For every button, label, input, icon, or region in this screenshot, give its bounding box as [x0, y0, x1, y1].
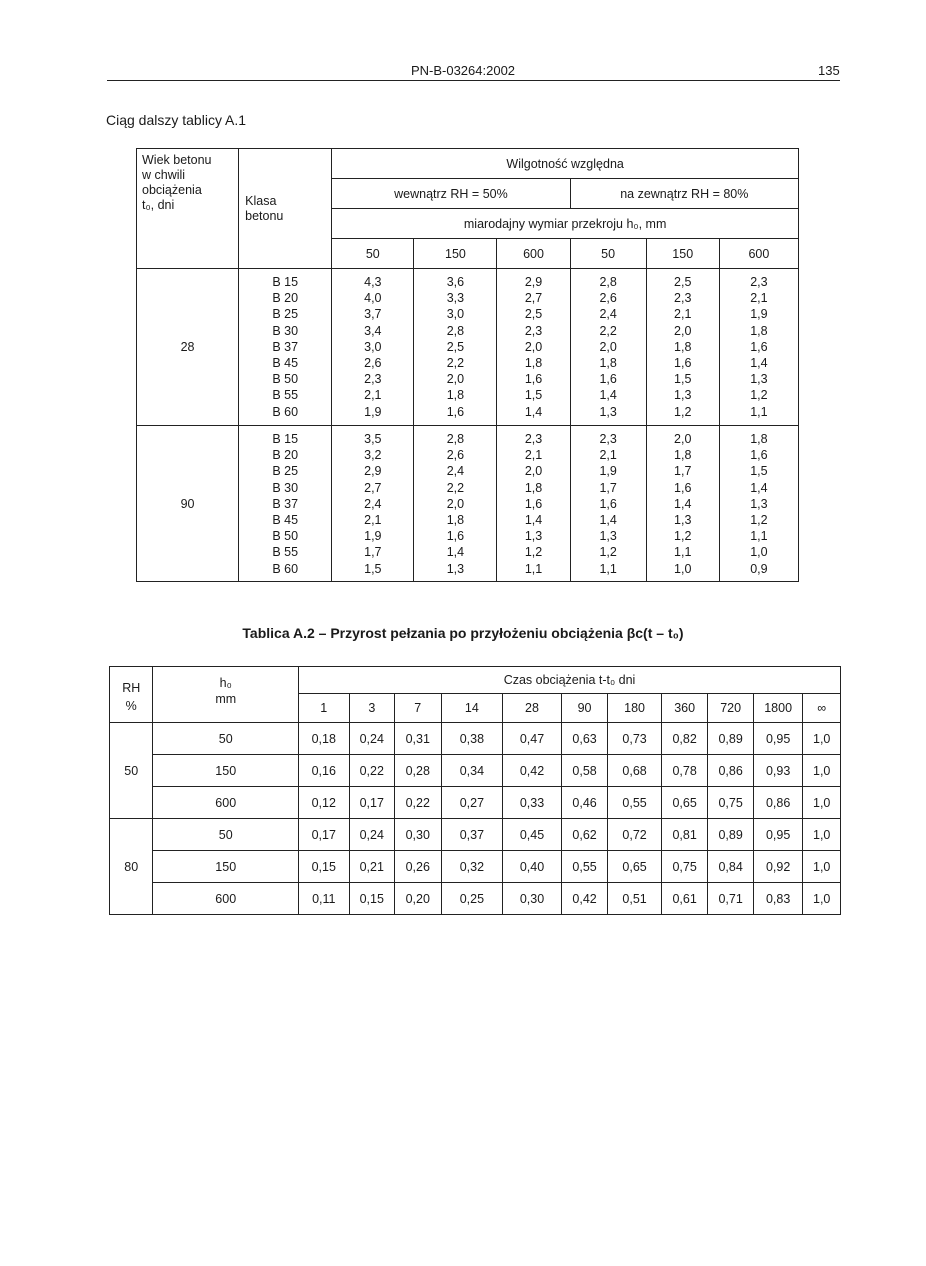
value-column [719, 426, 798, 582]
list-item: B 37 [272, 339, 299, 354]
creep-value: 0,78 [661, 755, 708, 787]
creep-value: 0,16 [299, 755, 350, 787]
age-header-line: w chwili [142, 168, 186, 182]
creep-value: 0,24 [349, 819, 394, 851]
creep-value: 0,37 [441, 819, 503, 851]
list-item: 2,3 [599, 432, 617, 446]
list-item: 2,1 [599, 448, 617, 463]
dimension-header: miarodajny wymiar przekroju h₀, mm [332, 209, 799, 239]
list-item: 1,9 [364, 529, 382, 544]
list-item: 3,5 [364, 432, 382, 446]
list-item: 2,4 [364, 496, 382, 511]
creep-value: 0,27 [441, 787, 503, 819]
table-row [110, 883, 841, 915]
list-item: 2,9 [364, 464, 382, 479]
list-item: 1,2 [599, 545, 617, 560]
creep-value: 0,47 [503, 723, 562, 755]
table-row [137, 426, 799, 582]
list-item: 2,2 [446, 356, 465, 371]
list-item: 1,7 [364, 545, 382, 560]
list-item: 2,6 [446, 448, 465, 463]
class-list [239, 426, 332, 582]
list-item: 1,7 [599, 480, 617, 495]
age-header-line: Wiek betonu [142, 153, 212, 167]
list-item: 2,5 [446, 339, 465, 354]
list-item: 1,6 [599, 372, 617, 387]
list-item: B 50 [272, 529, 299, 544]
creep-value: 0,55 [608, 787, 662, 819]
dimension-value: 150 [646, 239, 719, 269]
list-item: 2,1 [750, 291, 768, 306]
creep-value: 0,75 [708, 787, 753, 819]
creep-value: 0,51 [608, 883, 662, 915]
list-item: B 37 [272, 496, 299, 511]
list-item: 1,1 [599, 561, 617, 576]
time-value: 1800 [753, 694, 803, 723]
list-item: 2,8 [446, 323, 465, 338]
class-header-line: betonu [245, 208, 284, 223]
list-item: 1,7 [674, 464, 692, 479]
age-value: 28 [137, 269, 239, 426]
table-row [110, 787, 841, 819]
h0-value: 600 [153, 787, 299, 819]
creep-value: 1,0 [803, 723, 841, 755]
creep-value: 0,34 [441, 755, 503, 787]
list-item: 2,3 [364, 372, 382, 387]
creep-value: 0,63 [561, 723, 608, 755]
list-item: 3,2 [364, 448, 382, 463]
list-item: 1,1 [750, 529, 768, 544]
list-item: 2,3 [524, 323, 543, 338]
list-item: 1,1 [750, 404, 768, 419]
list-item: 4,0 [364, 291, 382, 306]
creep-value: 0,11 [299, 883, 350, 915]
age-value: 90 [137, 426, 239, 582]
list-item: 3,0 [364, 339, 382, 354]
creep-value: 0,22 [395, 787, 442, 819]
list-item: 2,0 [674, 323, 692, 338]
time-value: 28 [503, 694, 562, 723]
dimension-value: 150 [414, 239, 497, 269]
page-number: 135 [818, 63, 840, 78]
list-item: 1,9 [364, 404, 382, 419]
h0-value: 600 [153, 883, 299, 915]
creep-value: 0,86 [753, 787, 803, 819]
list-item: B 60 [272, 561, 299, 576]
list-item: 1,8 [674, 339, 692, 354]
list-item: 1,4 [750, 480, 768, 495]
list-item: 1,6 [750, 339, 768, 354]
creep-value: 0,42 [561, 883, 608, 915]
table-a1-continued [136, 148, 799, 582]
rh-value: 50 [110, 723, 153, 819]
creep-value: 1,0 [803, 819, 841, 851]
table-a2 [109, 666, 841, 915]
value-column [646, 269, 719, 426]
list-item: 1,9 [599, 464, 617, 479]
creep-value: 0,71 [708, 883, 753, 915]
list-item: 1,3 [750, 496, 768, 511]
creep-value: 0,30 [503, 883, 562, 915]
list-item: 2,7 [364, 480, 382, 495]
list-item: 1,3 [674, 513, 692, 528]
list-item: 1,5 [364, 561, 382, 576]
creep-value: 0,65 [608, 851, 662, 883]
list-item: 1,8 [446, 388, 465, 403]
creep-value: 0,93 [753, 755, 803, 787]
creep-value: 0,40 [503, 851, 562, 883]
list-item: B 25 [272, 307, 299, 322]
class-header [239, 149, 332, 269]
creep-value: 0,33 [503, 787, 562, 819]
list-item: 2,6 [364, 356, 382, 371]
humidity-header: Wilgotność względna [332, 149, 799, 179]
list-item: 2,0 [524, 464, 543, 479]
dimension-value: 600 [719, 239, 798, 269]
creep-value: 0,17 [299, 819, 350, 851]
time-header: Czas obciążenia t-t₀ dni [299, 667, 841, 694]
age-header-line: obciążenia [142, 183, 202, 197]
value-column [332, 426, 414, 582]
list-item: 2,1 [524, 448, 543, 463]
creep-value: 0,17 [349, 787, 394, 819]
creep-value: 0,68 [608, 755, 662, 787]
list-item: B 45 [272, 513, 299, 528]
time-value: 90 [561, 694, 608, 723]
list-item: 1,4 [524, 404, 543, 419]
creep-value: 0,20 [395, 883, 442, 915]
creep-value: 0,95 [753, 819, 803, 851]
list-item: 1,4 [446, 545, 465, 560]
list-item: 2,8 [446, 432, 465, 446]
list-item: 2,9 [524, 275, 543, 289]
creep-value: 0,46 [561, 787, 608, 819]
time-value: 7 [395, 694, 442, 723]
list-item: 1,8 [524, 356, 543, 371]
value-column [570, 426, 646, 582]
standard-code: PN-B-03264:2002 [410, 63, 516, 78]
creep-value: 0,25 [441, 883, 503, 915]
creep-value: 0,28 [395, 755, 442, 787]
list-item: 2,6 [599, 291, 617, 306]
creep-value: 0,83 [753, 883, 803, 915]
list-item: 2,1 [364, 388, 382, 403]
creep-value: 0,24 [349, 723, 394, 755]
list-item: 2,8 [599, 275, 617, 289]
table-a2-title: Tablica A.2 – Przyrost pełzania po przyłożeniu obciążenia βc(t – t₀) [242, 625, 684, 641]
list-item: 1,4 [750, 356, 768, 371]
list-item: 1,4 [599, 513, 617, 528]
h0-value: 150 [153, 851, 299, 883]
list-item: 1,4 [674, 496, 692, 511]
list-item: 1,8 [446, 513, 465, 528]
class-list [239, 269, 332, 426]
creep-value: 0,86 [708, 755, 753, 787]
list-item: 2,5 [674, 275, 692, 289]
list-item: 2,0 [446, 372, 465, 387]
list-item: 1,3 [674, 388, 692, 403]
list-item: 1,6 [446, 529, 465, 544]
value-column [570, 269, 646, 426]
list-item: 1,3 [599, 404, 617, 419]
creep-value: 1,0 [803, 787, 841, 819]
list-item: 2,3 [750, 275, 768, 289]
creep-value: 1,0 [803, 883, 841, 915]
creep-value: 0,81 [661, 819, 708, 851]
creep-value: 0,31 [395, 723, 442, 755]
creep-value: 0,72 [608, 819, 662, 851]
creep-value: 0,89 [708, 723, 753, 755]
list-item: 1,1 [674, 545, 692, 560]
time-value: 180 [608, 694, 662, 723]
list-item: 1,3 [750, 372, 768, 387]
h0-header-line: mm [215, 692, 237, 706]
list-item: 1,3 [599, 529, 617, 544]
creep-value: 0,22 [349, 755, 394, 787]
creep-value: 0,42 [503, 755, 562, 787]
list-item: 2,2 [446, 480, 465, 495]
creep-value: 0,89 [708, 819, 753, 851]
list-item: 3,4 [364, 323, 382, 338]
time-value: 720 [708, 694, 753, 723]
list-item: 1,8 [599, 356, 617, 371]
list-item: 1,6 [524, 372, 543, 387]
list-item: 1,9 [750, 307, 768, 322]
list-item: 2,0 [524, 339, 543, 354]
creep-value: 0,73 [608, 723, 662, 755]
list-item: 1,6 [446, 404, 465, 419]
list-item: 1,8 [750, 432, 768, 446]
list-item: B 30 [272, 480, 299, 495]
list-item: 3,0 [446, 307, 465, 322]
list-item: B 15 [272, 275, 299, 289]
table-row [110, 851, 841, 883]
list-item: B 15 [272, 432, 299, 446]
list-item: 1,1 [524, 561, 543, 576]
list-item: B 55 [272, 388, 299, 403]
list-item: B 30 [272, 323, 299, 338]
list-item: 0,9 [750, 561, 768, 576]
creep-value: 0,95 [753, 723, 803, 755]
list-item: 1,2 [750, 513, 768, 528]
list-item: 2,5 [524, 307, 543, 322]
outside-rh-header: na zewnątrz RH = 80% [570, 179, 798, 209]
list-item: 1,6 [524, 496, 543, 511]
age-header-line: t₀, dni [142, 198, 175, 212]
list-item: 1,3 [524, 529, 543, 544]
continuation-caption: Ciąg dalszy tablicy A.1 [106, 112, 247, 128]
rh-header [110, 667, 153, 723]
creep-value: 1,0 [803, 755, 841, 787]
h0-header [153, 667, 299, 723]
header-rule [107, 80, 840, 81]
list-item: 3,3 [446, 291, 465, 306]
list-item: 1,4 [524, 513, 543, 528]
list-item: 1,6 [599, 496, 617, 511]
value-column [414, 426, 497, 582]
list-item: B 20 [272, 291, 299, 306]
creep-value: 0,84 [708, 851, 753, 883]
table-row [110, 755, 841, 787]
list-item: 2,1 [674, 307, 692, 322]
inside-rh-header: wewnątrz RH = 50% [332, 179, 570, 209]
value-column [332, 269, 414, 426]
time-value: ∞ [803, 694, 841, 723]
list-item: 1,2 [750, 388, 768, 403]
list-item: B 45 [272, 356, 299, 371]
table-row [137, 269, 799, 426]
list-item: 2,1 [364, 513, 382, 528]
creep-value: 0,18 [299, 723, 350, 755]
value-column [719, 269, 798, 426]
creep-value: 0,75 [661, 851, 708, 883]
h0-value: 50 [153, 723, 299, 755]
list-item: B 20 [272, 448, 299, 463]
list-item: 2,0 [599, 339, 617, 354]
list-item: 1,5 [750, 464, 768, 479]
list-item: 2,4 [446, 464, 465, 479]
list-item: 1,6 [750, 448, 768, 463]
list-item: 2,0 [446, 496, 465, 511]
list-item: B 25 [272, 464, 299, 479]
h0-header-line: h₀ [219, 676, 232, 690]
value-column [414, 269, 497, 426]
creep-value: 0,92 [753, 851, 803, 883]
creep-value: 0,12 [299, 787, 350, 819]
list-item: 1,8 [674, 448, 692, 463]
list-item: 2,4 [599, 307, 617, 322]
creep-value: 0,26 [395, 851, 442, 883]
value-column [497, 426, 570, 582]
creep-value: 0,61 [661, 883, 708, 915]
list-item: 1,0 [674, 561, 692, 576]
list-item: 1,6 [674, 356, 692, 371]
time-value: 14 [441, 694, 503, 723]
time-value: 360 [661, 694, 708, 723]
h0-value: 50 [153, 819, 299, 851]
list-item: 2,3 [674, 291, 692, 306]
list-item: 3,7 [364, 307, 382, 322]
list-item: B 50 [272, 372, 299, 387]
list-item: B 60 [272, 404, 299, 419]
list-item: 1,2 [674, 529, 692, 544]
list-item: 1,6 [674, 480, 692, 495]
table-row [110, 819, 841, 851]
value-column [646, 426, 719, 582]
rh-header-line: RH [122, 681, 141, 695]
list-item: 1,4 [599, 388, 617, 403]
creep-value: 0,30 [395, 819, 442, 851]
time-value: 3 [349, 694, 394, 723]
list-item: 2,2 [599, 323, 617, 338]
creep-value: 0,32 [441, 851, 503, 883]
creep-value: 0,58 [561, 755, 608, 787]
h0-value: 150 [153, 755, 299, 787]
class-header-line: Klasa [245, 193, 277, 208]
dimension-value: 600 [497, 239, 570, 269]
list-item: 1,0 [750, 545, 768, 560]
list-item: 1,5 [524, 388, 543, 403]
list-item: B 55 [272, 545, 299, 560]
creep-value: 1,0 [803, 851, 841, 883]
list-item: 3,6 [446, 275, 465, 289]
list-item: 4,3 [364, 275, 382, 289]
creep-value: 0,15 [349, 883, 394, 915]
creep-value: 0,55 [561, 851, 608, 883]
list-item: 1,8 [524, 480, 543, 495]
creep-value: 0,45 [503, 819, 562, 851]
list-item: 1,2 [674, 404, 692, 419]
creep-value: 0,65 [661, 787, 708, 819]
dimension-value: 50 [332, 239, 414, 269]
list-item: 1,8 [750, 323, 768, 338]
list-item: 1,2 [524, 545, 543, 560]
list-item: 2,3 [524, 432, 543, 446]
creep-value: 0,21 [349, 851, 394, 883]
rh-value: 80 [110, 819, 153, 915]
list-item: 1,5 [674, 372, 692, 387]
time-value: 1 [299, 694, 350, 723]
list-item: 2,0 [674, 432, 692, 446]
value-column [497, 269, 570, 426]
creep-value: 0,38 [441, 723, 503, 755]
table-row [110, 723, 841, 755]
rh-header-line: % [125, 699, 137, 713]
creep-value: 0,15 [299, 851, 350, 883]
creep-value: 0,62 [561, 819, 608, 851]
list-item: 1,3 [446, 561, 465, 576]
creep-value: 0,82 [661, 723, 708, 755]
age-header [137, 149, 239, 269]
dimension-value: 50 [570, 239, 646, 269]
list-item: 2,7 [524, 291, 543, 306]
